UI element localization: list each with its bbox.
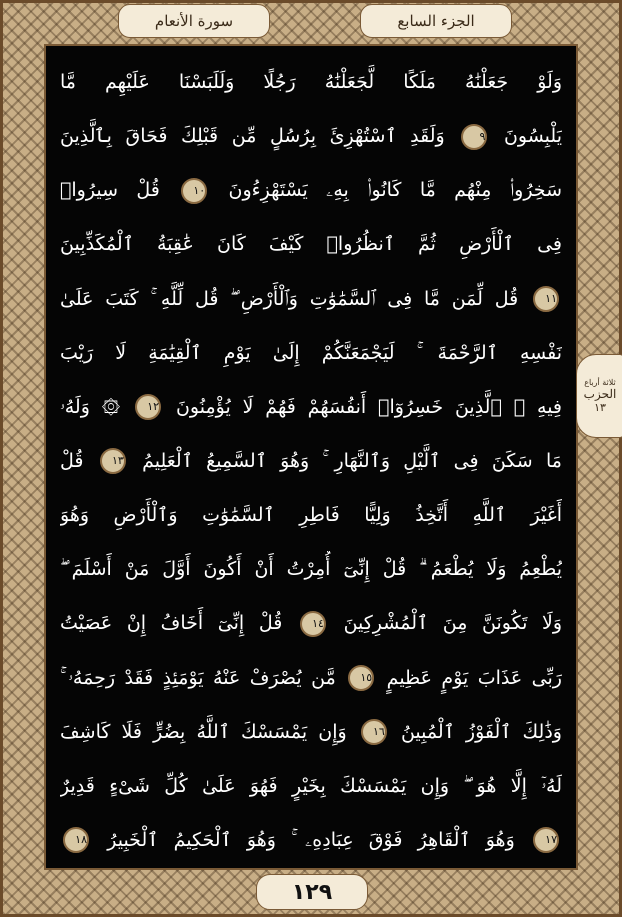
verse-line	[60, 768, 562, 804]
ayah-number-marker: ١٥	[348, 665, 374, 691]
verse-text: قُلْ	[60, 449, 84, 472]
verse-line	[60, 335, 562, 371]
verse-text: قُل لِّمَن مَّا فِى ٱلسَّمَٰوَٰتِ وَٱلْأَرْضِ ۖ قُل لِّلَّهِ ۚ كَتَبَ عَلَىٰ	[60, 287, 519, 310]
ayah-number-marker: ١٢	[135, 394, 161, 420]
hizb-number: ١٣	[594, 401, 606, 414]
juz-title: الجزء السابع	[360, 4, 512, 38]
verse-line	[60, 822, 562, 858]
verse-text: وَإِن يَمْسَسْكَ ٱللَّهُ بِضُرٍّ فَلَا كَاشِفَ	[60, 720, 347, 743]
ayah-number-marker: ١٠	[181, 178, 207, 204]
hizb-label: الحزب	[583, 387, 617, 401]
ayah-number-marker: ١٤	[300, 611, 326, 637]
verse-text: مَّن يُصْرَفْ عَنْهُ يَوْمَئِذٍ فَقَدْ رَحِمَهُۥ ۚ	[60, 666, 336, 689]
verse-line	[60, 551, 562, 587]
verse-line	[60, 118, 562, 154]
verse-line	[60, 497, 562, 533]
verse-text: أَغَيْرَ ٱللَّهِ أَتَّخِذُ وَلِيًّا فَاطِرِ ٱلسَّمَٰوَٰتِ وَٱلْأَرْضِ وَهُوَ	[60, 504, 562, 527]
verse-text: يَلْبِسُونَ	[503, 125, 562, 148]
verse-text: وَلَوْ جَعَلْنَٰهُ مَلَكًا لَّجَعَلْنَٰهُ رَجُلًا وَلَلَبَسْنَا عَلَيْهِم مَّا	[60, 71, 562, 93]
verse-line	[60, 443, 562, 479]
ayah-number-marker: ١٦	[361, 719, 387, 745]
verse-text: مَا سَكَنَ فِى ٱلَّيْلِ وَٱلنَّهَارِ ۚ وَهُوَ ٱلسَّمِيعُ ٱلْعَلِيمُ	[142, 449, 562, 472]
verse-text: رَبِّى عَذَابَ يَوْمٍ عَظِيمٍ	[386, 666, 562, 689]
verse-text: وَهُوَ ٱلْقَاهِرُ فَوْقَ عِبَادِهِۦ ۚ وَهُوَ ٱلْحَكِيمُ ٱلْخَبِيرُ	[107, 828, 515, 851]
verse-text: قُلْ سِيرُوا۟	[60, 179, 160, 202]
verse-text: فِيهِ ۚ ٱلَّذِينَ خَسِرُوٓا۟ أَنفُسَهُمْ فَهُمْ لَا يُؤْمِنُونَ	[175, 395, 562, 418]
verse-text: سَخِرُوا۟ مِنْهُم مَّا كَانُوا۟ بِهِۦ يَسْتَهْزِءُونَ	[228, 179, 562, 202]
verse-text: ۞ وَلَهُۥ	[60, 395, 121, 418]
verse-text: لَهُۥٓ إِلَّا هُوَ ۖ وَإِن يَمْسَسْكَ بِخَيْرٍ فَهُوَ عَلَىٰ كُلِّ شَىْءٍ قَدِيرٌ	[60, 774, 562, 797]
page-number: ١٢٩	[256, 874, 368, 910]
verse-line	[60, 226, 562, 262]
verse-line	[60, 64, 562, 100]
verse-line	[60, 714, 562, 750]
verse-line	[60, 172, 562, 208]
verse-text: وَلَا تَكُونَنَّ مِنَ ٱلْمُشْرِكِينَ	[343, 612, 562, 635]
verse-line	[60, 281, 562, 317]
verse-line	[60, 605, 562, 641]
verse-text: يُطْعِمُ وَلَا يُطْعَمُ ۗ قُلْ إِنِّىٓ أُمِرْتُ أَنْ أَكُونَ أَوَّلَ مَنْ أَسْلَمَ ۖ	[60, 558, 562, 581]
ayah-number-marker: ١٧	[533, 827, 559, 853]
verse-text: قُلْ إِنِّىٓ أَخَافُ إِنْ عَصَيْتُ	[60, 612, 283, 635]
ayah-number-marker: ١٨	[63, 827, 89, 853]
ayah-number-marker: ١١	[533, 286, 559, 312]
ayah-number-marker: ١٣	[100, 448, 126, 474]
verse-text: وَلَقَدِ ٱسْتُهْزِئَ بِرُسُلٍ مِّن قَبْلِكَ فَحَاقَ بِٱلَّذِينَ	[60, 125, 445, 148]
verse-text: وَذَٰلِكَ ٱلْفَوْزُ ٱلْمُبِينُ	[400, 720, 562, 743]
hizb-marker	[576, 354, 622, 438]
surah-title: سورة الأنعام	[118, 4, 270, 38]
hizb-quarter: ثلاثة أرباع	[584, 378, 616, 387]
ayah-number-marker: ٩	[461, 124, 487, 150]
verse-text: فِى ٱلْأَرْضِ ثُمَّ ٱنظُرُوا۟ كَيْفَ كَانَ عَٰقِبَةُ ٱلْمُكَذِّبِينَ	[60, 233, 562, 256]
verse-text: نَفْسِهِ ٱلرَّحْمَةَ ۚ لَيَجْمَعَنَّكُمْ إِلَىٰ يَوْمِ ٱلْقِيَٰمَةِ لَا رَيْبَ	[60, 341, 562, 364]
verse-line	[60, 660, 562, 696]
verse-line	[60, 389, 562, 425]
quran-page	[44, 44, 578, 870]
verse-lines	[60, 64, 562, 858]
